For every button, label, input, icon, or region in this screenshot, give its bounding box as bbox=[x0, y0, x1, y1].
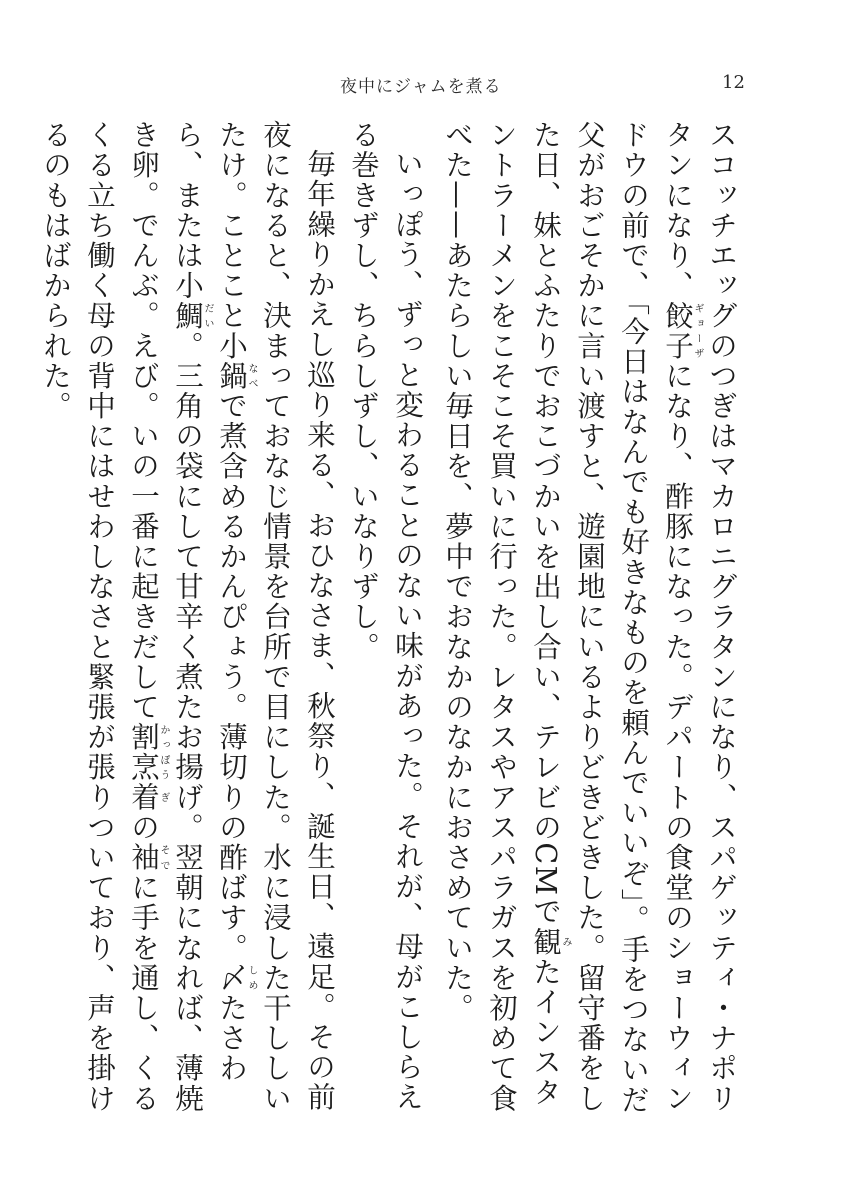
ruby-sode: 袖そで bbox=[127, 842, 169, 873]
p3-text-f: の bbox=[127, 812, 160, 843]
p3-text-g: に手を通し、くるくる立ち働く母の背中にはせわしなさと緊張が張りついており、声を掛けるのもはばかられた。 bbox=[39, 120, 160, 1114]
paragraph-3 bbox=[33, 120, 341, 1120]
paragraph-2: いっぽう、ずっと変わることのない味があった。それが、母がこしらえる巻きずし、ちらしずし、いなりずし。 bbox=[347, 120, 424, 1112]
ruby-shime: 〆しめ bbox=[215, 962, 257, 993]
p3-text-c: たさわら、または小 bbox=[171, 120, 248, 1084]
ruby-gyoza: 餃子ギョーザ bbox=[661, 300, 703, 361]
page-number: 12 bbox=[722, 72, 745, 93]
paragraph-1 bbox=[435, 120, 743, 1120]
ruby-gi: 着ぎ bbox=[127, 782, 169, 813]
p3-text-b: で煮含めるかんぴょう。薄切りの酢ばす。 bbox=[215, 390, 248, 963]
p1-text-a: スコッチエッグのつぎはマカロニグラタンになり、スパゲッティ・ナポリタンになり、 bbox=[661, 120, 738, 1114]
running-head-title: 夜中にジャムを煮る bbox=[340, 77, 502, 97]
p3-text-d: 。三角の袋にして甘辛く煮たお揚げ。翌朝になれば、薄焼き卵。でんぶ。えび。いの一番に起きだして bbox=[127, 120, 204, 1114]
ruby-kappo: 割烹かっぽう bbox=[127, 722, 169, 783]
ruby-dai: 鯛だい bbox=[171, 300, 213, 331]
p1-text-c: たインスタントラーメンをこそこそ買いに行った。レタスやアスパラガスを初めて食べた——あたらしい毎日を、夢中でおなかのなかにおさめていた。 bbox=[441, 120, 562, 1114]
vertical-body-text bbox=[39, 120, 749, 1120]
p1-text-b: になり、酢豚になった。デパートの食堂のショーウィンドウの前で、「今日はなんでも好きなものを頼んでいいぞ」。手をつないだ父がおごそかに言い渡すと、遊園地にいるよりどきどきした。留守番をした日、妹とふたりでおこづかいを出し合い、テレビのCMで bbox=[529, 120, 694, 1115]
ruby-nabe: 鍋なべ bbox=[215, 360, 257, 391]
ruby-mi: 観み bbox=[529, 926, 571, 957]
p3-text-a: 毎年繰りかえし巡り来る、おひなさま、秋祭り、誕生日、遠足。その前夜になると、決まっておなじ情景を台所で目にした。水に浸した干ししいたけ。ことこと小 bbox=[215, 120, 336, 1114]
